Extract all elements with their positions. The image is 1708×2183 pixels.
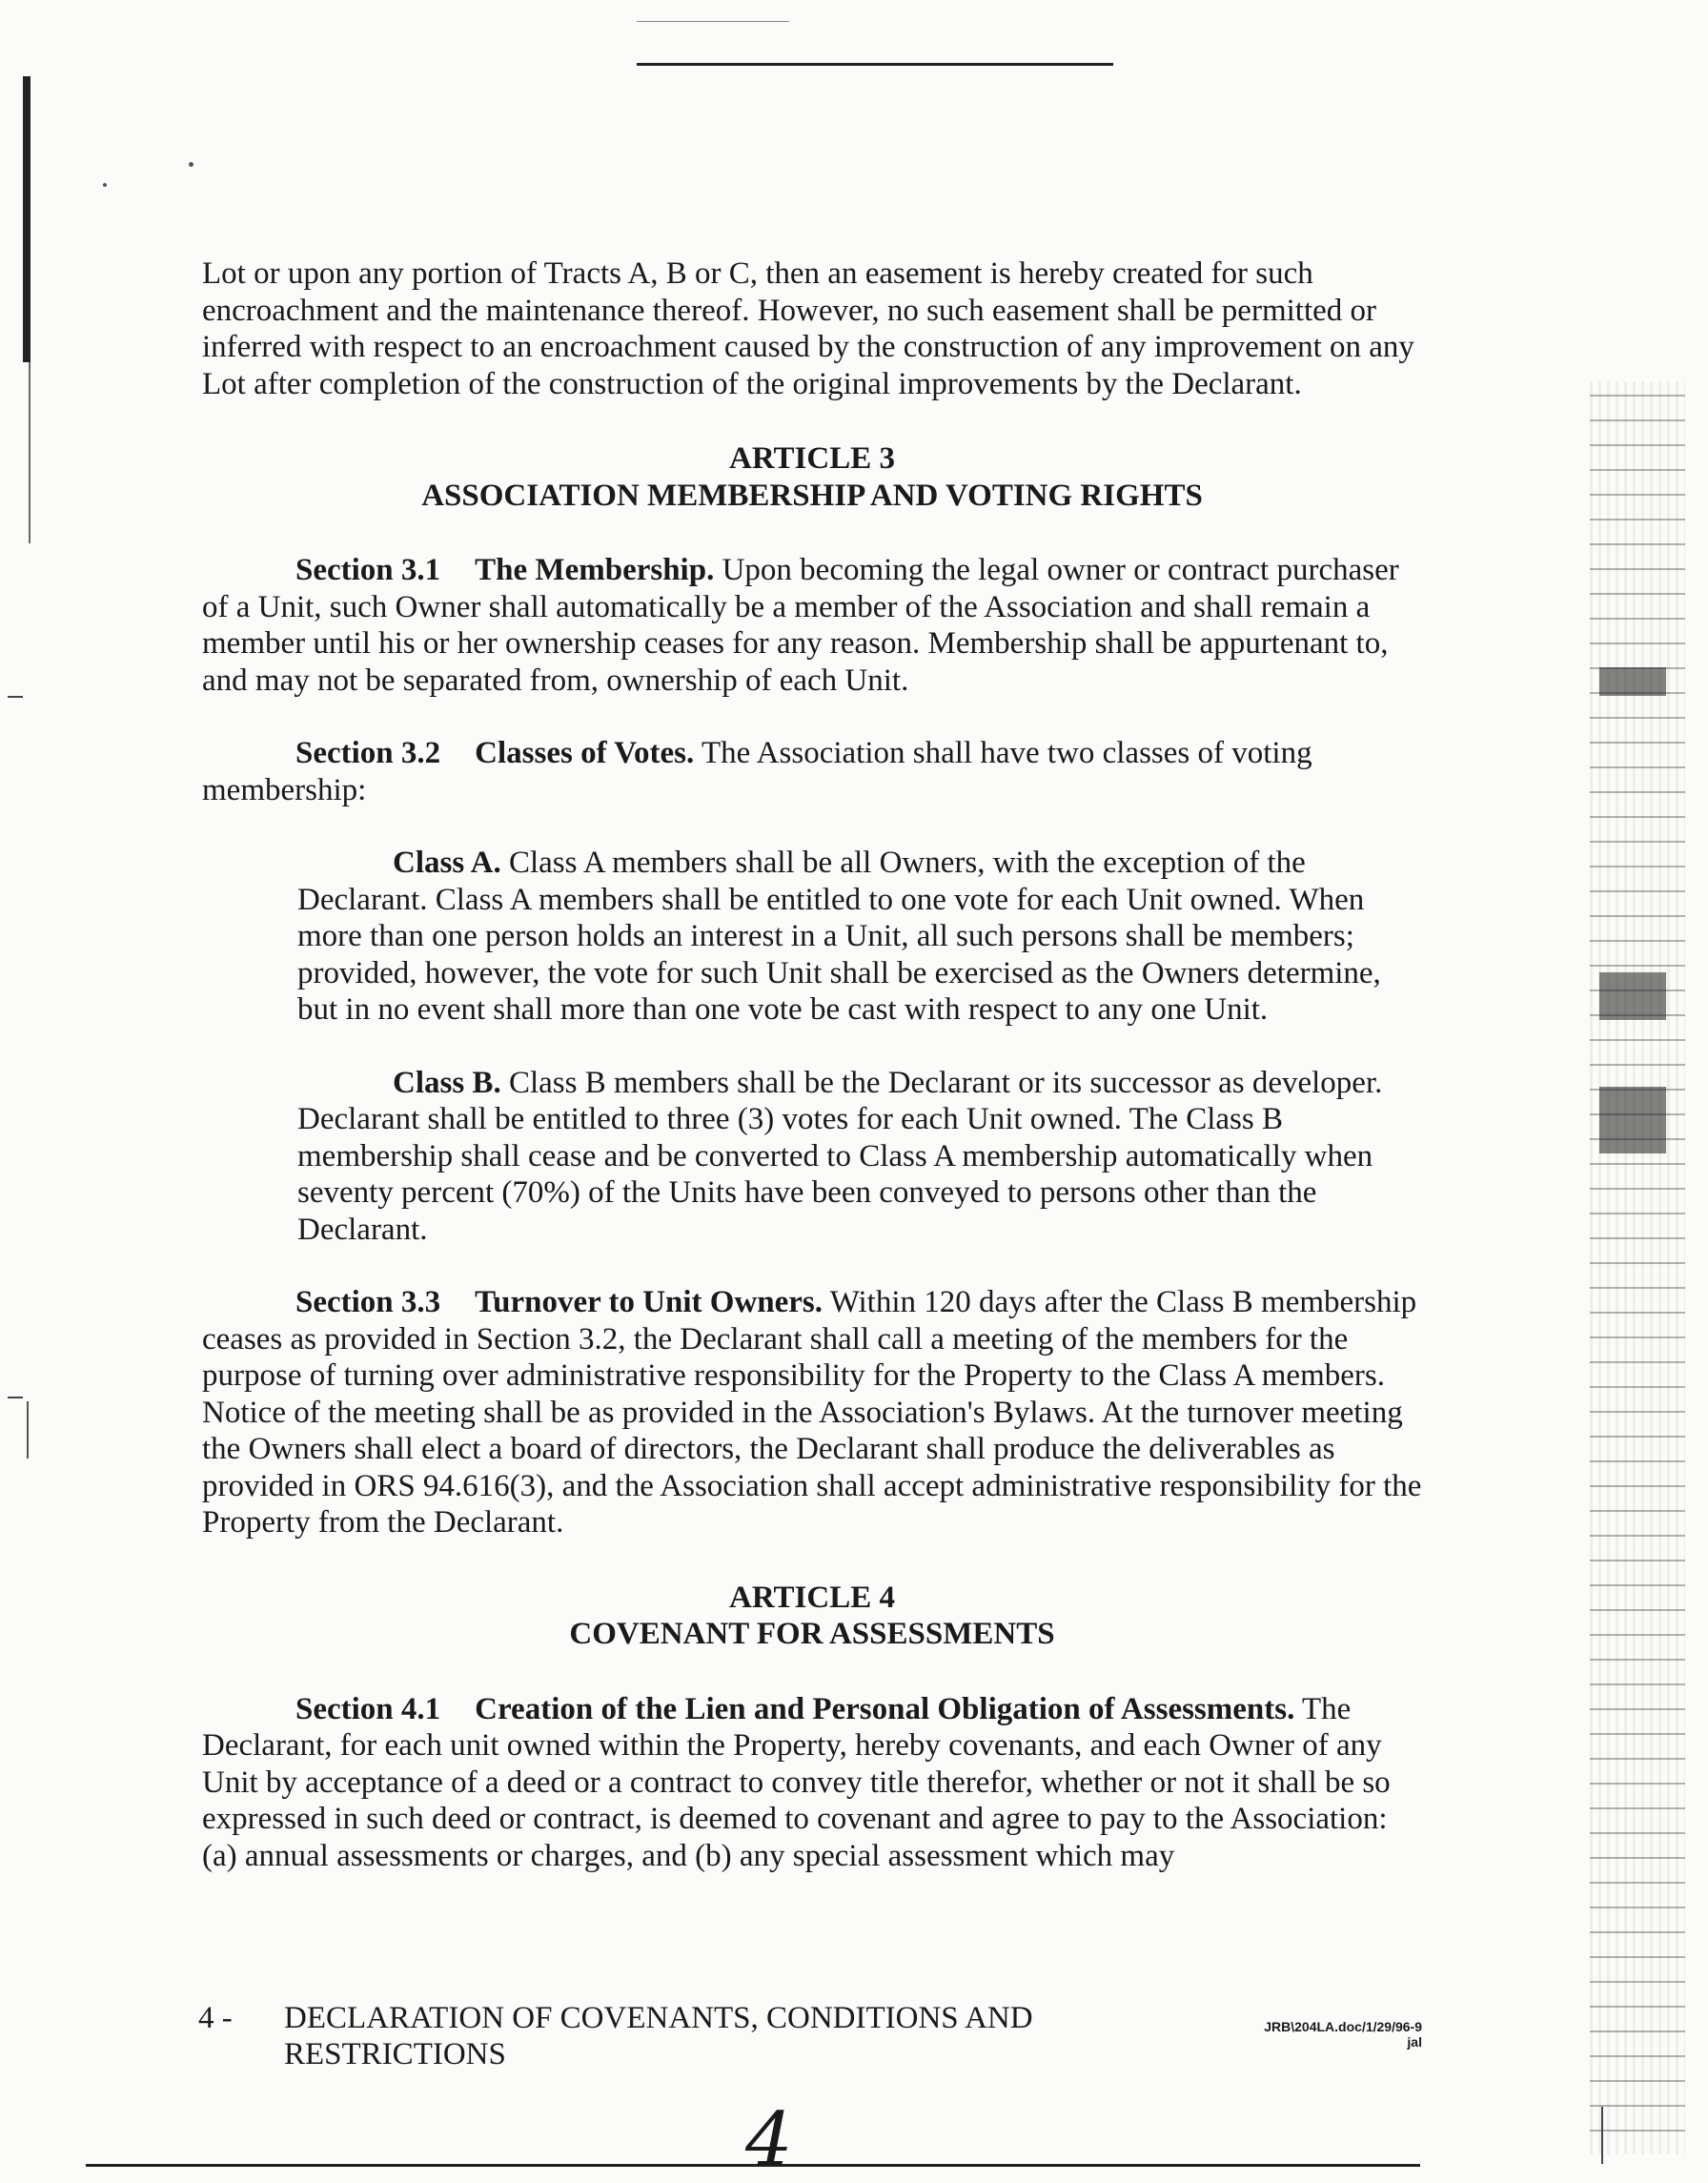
section-3-1-label: Section 3.1 [295,553,441,587]
article-3-title: ASSOCIATION MEMBERSHIP AND VOTING RIGHTS [421,478,1203,513]
section-3-1-body: Upon becoming the legal owner or contract purchaser of a Unit, such Owner shall automatically be a member of the Association and shall remain a member until his or her ownership ceases for any reason. Membership shall be appurtenant to, and may not be separated from, ownership of each Unit. [202,553,1399,698]
section-3-3-heading: Turnover to Unit Owners. [475,1285,824,1319]
scan-left-mark [8,696,23,698]
section-4-1-body: The Declarant, for each unit owned within the Property, hereby covenants, and each Owner of any Unit by acceptance of a deed or a contract to convey title therefor, whether or not it shall be so expressed in such deed or contract, is deemed to covenant and agree to pay to the Association: (a) annual assessments or charges, and (b) any special assessment which may [202,1691,1391,1873]
scan-left-mark-3 [27,1401,29,1459]
scan-top-line [637,63,1113,66]
footer-code-line-2: jal [1407,2034,1422,2050]
scan-right-edge-noise [1590,381,1685,2154]
scan-speck [103,183,107,187]
scan-left-mark-2 [8,1397,23,1398]
scan-left-bar [23,76,30,362]
section-3-2-body: The Association shall have two classes of voting membership: [202,736,1312,807]
section-3-3-label: Section 3.3 [295,1285,441,1319]
section-4-1-label: Section 4.1 [295,1691,441,1726]
scan-speck [189,162,193,167]
class-a-heading: Class A. [393,846,501,880]
footer-code-line-1: JRB\204LA.doc/1/29/96-9 [1264,2019,1422,2034]
section-3-1-heading: The Membership. [475,553,715,587]
class-b-paragraph [202,1065,1422,1249]
scan-left-bar-thin [29,362,30,543]
class-a-body: Class A members shall be all Owners, with the exception of the Declarant. Class A members shall be entitled to one vote for each Unit owned. When more than one person holds an interest in a Unit, all such persons shall be members; provided, however, the vote for such Unit shall be exercised as the Owners determine, but in no event shall more than one vote be cast with respect to any one Unit. [297,846,1381,1027]
scan-right-edge-block [1599,667,1666,696]
section-3-2-label: Section 3.2 [295,736,441,770]
footer-title-line-1: DECLARATION OF COVENANTS, CONDITIONS AND [284,2001,1033,2035]
footer-title-line-2: RESTRICTIONS [284,2037,506,2071]
section-3-2-heading: Classes of Votes. [475,736,695,770]
article-4-number: ARTICLE 4 [729,1580,895,1615]
scan-right-edge-block [1599,972,1666,1020]
handwritten-page-number: 4 [745,2097,793,2183]
intro-paragraph: Lot or upon any portion of Tracts A, B or C, then an easement is hereby created for such encroachment and the maintenance thereof. However, no such easement shall be permitted or inferred with respect to an encroachment caused by the construction of any improvement on any Lot after completion of the construction of the original improvements by the Declarant. [202,256,1414,401]
footer-title [284,2000,1085,2072]
section-3-3-body: Within 120 days after the Class B membership ceases as provided in Section 3.2, the Declarant shall call a meeting of the members for the purpose of turning over administrative responsibility for the Property to the Class A members. Notice of the meeting shall be as provided in the Association's Bylaws. At the turnover meeting the Owners shall elect a board of directors, the Declarant shall produce the deliverables as provided in ORS 94.616(3), and the Association shall accept administrative responsibility for the Property from the Declarant. [202,1285,1422,1540]
section-3-3 [202,1284,1422,1541]
article-3-number: ARTICLE 3 [729,441,895,476]
section-4-1-heading: Creation of the Lien and Personal Obligation of Assessments. [475,1691,1295,1726]
footer-document-code [1190,2019,1422,2050]
class-b-body: Class B members shall be the Declarant or its successor as developer. Declarant shall be entitled to three (3) votes for each Unit owned. The Class B membership shall cease and be converted to Class A membership automatically when seventy percent (70%) of the Units have been conveyed to persons other than the Declarant. [297,1065,1383,1247]
section-3-2 [202,735,1422,808]
scan-bottom-right-corner [1601,2107,1603,2164]
section-3-1 [202,552,1422,699]
section-4-1 [202,1691,1422,1875]
footer-page-number: 4 - [198,2001,233,2035]
class-a-paragraph [202,845,1422,1029]
scan-top-dash [637,21,789,22]
article-4-title: COVENANT FOR ASSESSMENTS [569,1617,1055,1651]
document-body [202,255,1422,1874]
scan-right-edge-block [1599,1087,1666,1153]
class-b-heading: Class B. [393,1065,501,1100]
